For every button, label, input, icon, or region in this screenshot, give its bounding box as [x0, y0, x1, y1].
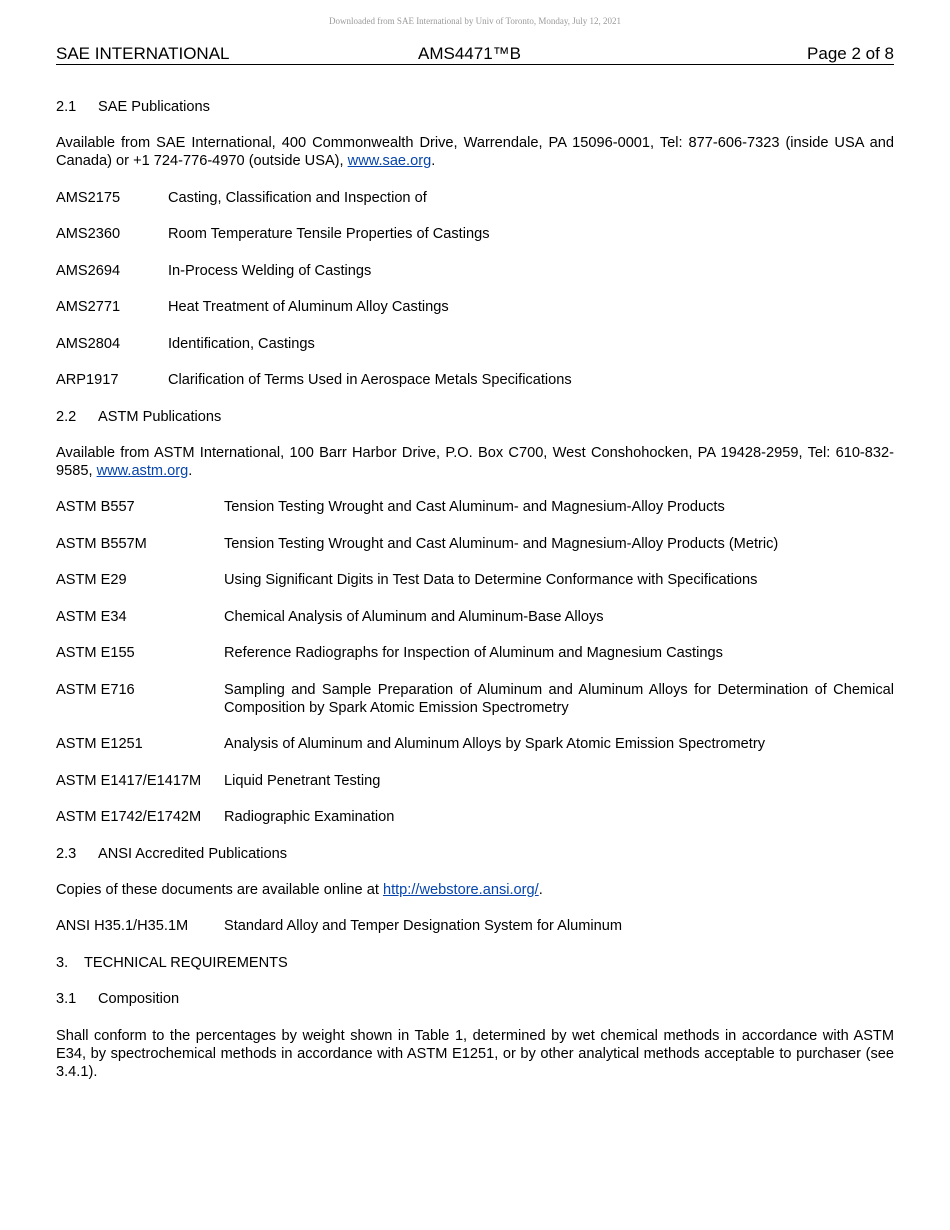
reference-title: Liquid Penetrant Testing [224, 773, 381, 789]
reference-code: ASTM E1417/E1417M [56, 773, 202, 789]
reference-item [56, 735, 894, 753]
reference-item [56, 644, 894, 662]
reference-title: Tension Testing Wrought and Cast Aluminum- and Magnesium-Alloy Products [224, 499, 725, 515]
section-number: 3. [56, 955, 69, 971]
paragraph-end: . [188, 463, 193, 479]
reference-code: ASTM E155 [56, 645, 135, 661]
reference-code: ASTM E1742/E1742M [56, 809, 202, 825]
reference-code: AMS2771 [56, 299, 121, 315]
paragraph-text: Copies of these documents are available online at [56, 882, 383, 898]
reference-code: AMS2804 [56, 336, 121, 352]
reference-code: ASTM E716 [56, 682, 135, 698]
composition-paragraph: Shall conform to the percentages by weight shown in Table 1, determined by wet chemical methods in accordance with ASTM E34, by spectrochemical methods in accordance with ASTM E1251, or by other analytical methods acceptable to purchaser (see 3.4.1). [56, 1028, 894, 1080]
section-number: 2.3 [56, 846, 77, 862]
section-3-1-heading [56, 990, 894, 1008]
reference-item [56, 189, 894, 207]
reference-item [56, 335, 894, 353]
reference-title: Chemical Analysis of Aluminum and Aluminum-Base Alloys [224, 609, 604, 625]
section-title: Composition [98, 991, 180, 1007]
reference-code: ASTM E29 [56, 572, 127, 588]
reference-code: AMS2175 [56, 190, 121, 206]
reference-code: ASTM B557 [56, 499, 135, 515]
download-watermark: Downloaded from SAE International by Univ of Toronto, Monday, July 12, 2021 [328, 16, 622, 26]
section-number: 2.2 [56, 409, 77, 425]
sae-website-link[interactable]: www.sae.org [347, 153, 432, 169]
page-header [56, 44, 894, 65]
reference-code: ASTM B557M [56, 536, 147, 552]
ansi-availability-paragraph [56, 881, 894, 899]
reference-item [56, 608, 894, 626]
reference-title: Room Temperature Tensile Properties of Castings [168, 226, 490, 242]
section-2-1-heading [56, 98, 894, 116]
reference-code: ANSI H35.1/H35.1M [56, 918, 189, 934]
section-number: 3.1 [56, 991, 77, 1007]
section-title: ANSI Accredited Publications [98, 846, 288, 862]
reference-item [56, 225, 894, 243]
reference-title: Radiographic Examination [224, 809, 395, 825]
publisher-name: SAE INTERNATIONAL [56, 44, 230, 63]
reference-item [56, 571, 894, 589]
reference-code: AMS2360 [56, 226, 121, 242]
reference-title: Standard Alloy and Temper Designation System for Aluminum [224, 918, 623, 934]
paragraph-end: . [538, 882, 543, 898]
page-number: Page 2 of 8 [807, 44, 894, 63]
reference-title: Clarification of Terms Used in Aerospace Metals Specifications [168, 372, 572, 388]
sae-availability-paragraph [56, 134, 894, 170]
reference-title: Tension Testing Wrought and Cast Aluminum- and Magnesium-Alloy Products (Metric) [224, 536, 779, 552]
reference-code: ARP1917 [56, 372, 119, 388]
reference-title: Heat Treatment of Aluminum Alloy Castings [168, 299, 449, 315]
ansi-webstore-link[interactable]: http://webstore.ansi.org/ [382, 882, 539, 898]
section-title: TECHNICAL REQUIREMENTS [84, 955, 288, 971]
reference-title: Sampling and Sample Preparation of Aluminum and Aluminum Alloys for Determination of Chemical Composition by Spark Atomic Emission Spectrometry [224, 682, 894, 716]
reference-item [56, 535, 894, 553]
section-2-2-heading [56, 408, 894, 426]
paragraph-text: Available from SAE International, 400 Commonwealth Drive, Warrendale, PA 15096-0001, Tel: 877-606-7323 (inside USA and Canada) or +1 724-776-4970 (outside USA), [56, 135, 894, 169]
section-2-3-heading [56, 845, 894, 863]
reference-item [56, 917, 894, 935]
paragraph-end: . [431, 153, 436, 169]
reference-code: ASTM E34 [56, 609, 127, 625]
reference-item [56, 371, 894, 389]
reference-item [56, 298, 894, 316]
astm-website-link[interactable]: www.astm.org [96, 463, 189, 479]
reference-item [56, 262, 894, 280]
reference-code: ASTM E1251 [56, 736, 143, 752]
reference-title: In-Process Welding of Castings [168, 263, 372, 279]
reference-title: Casting, Classification and Inspection of [168, 190, 427, 206]
reference-item [56, 681, 894, 717]
section-number: 2.1 [56, 99, 77, 115]
document-number: AMS4471™B [418, 44, 521, 63]
section-3-heading [56, 954, 894, 972]
reference-title: Using Significant Digits in Test Data to Determine Conformance with Specifications [224, 572, 758, 588]
reference-code: AMS2694 [56, 263, 121, 279]
section-title: ASTM Publications [98, 409, 222, 425]
reference-item [56, 808, 894, 826]
reference-item [56, 772, 894, 790]
reference-title: Analysis of Aluminum and Aluminum Alloys by Spark Atomic Emission Spectrometry [224, 736, 765, 752]
paragraph-text: Available from ASTM International, 100 Barr Harbor Drive, P.O. Box C700, West Conshohocken, PA 19428-2959, Tel: 610-832-9585, [56, 445, 894, 479]
reference-title: Reference Radiographs for Inspection of Aluminum and Magnesium Castings [224, 645, 723, 661]
astm-availability-paragraph [56, 444, 894, 480]
section-title: SAE Publications [98, 99, 210, 115]
reference-title: Identification, Castings [168, 336, 315, 352]
reference-item [56, 498, 894, 516]
